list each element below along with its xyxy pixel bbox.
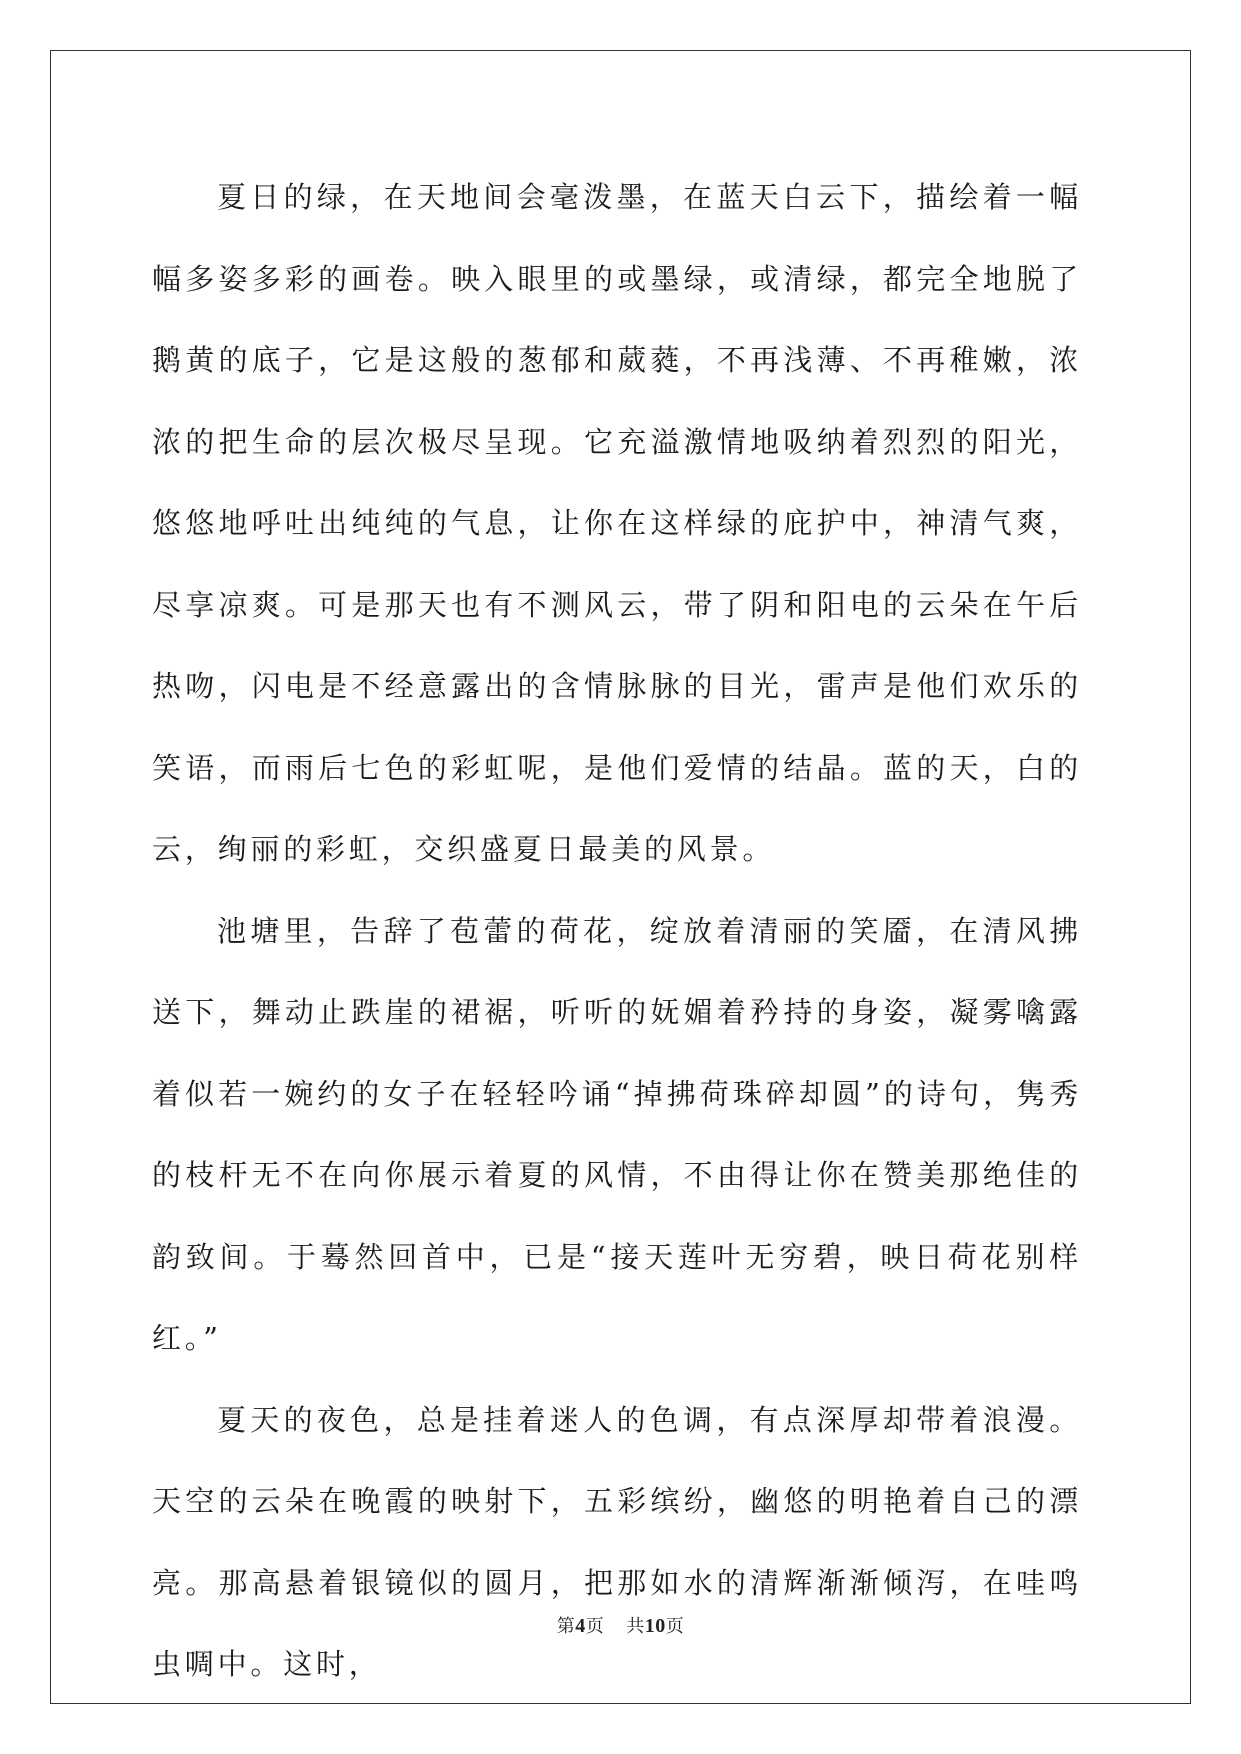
total-suffix: 页 <box>665 1616 685 1637</box>
document-body <box>152 157 1082 1706</box>
paragraph-summer-night: 夏天的夜色，总是挂着迷人的色调，有点深厚却带着浪漫。天空的云朵在晚霞的映射下，五彩缤纷，幽悠的明艳着自己的漂亮。那高悬着银镜似的圆月，把那如水的清辉渐渐倾泻，在哇鸣虫啁中。这时， <box>152 1402 1082 1681</box>
page-mid: 页 <box>585 1616 605 1637</box>
page-total: 10 <box>644 1615 666 1637</box>
paragraph-lotus-pond: 池塘里，告辞了苞蕾的荷花，绽放着清丽的笑靥，在清风拂送下，舞动止跌崖的裙裾，听听的妩媚着矜持的身姿，凝雾噙露着似若一婉约的女子在轻轻吟诵“掉拂荷珠碎却圆”的诗句，隽秀的枝杆无不在向你展示着夏的风情，不由得让你在赞美那绝佳的韵致间。于蓦然回首中，已是“接天莲叶无穷碧，映日荷花别样红。” <box>152 913 1082 1355</box>
page-footer <box>0 1612 1241 1638</box>
paragraph-summer-green: 夏日的绿，在天地间会毫泼墨，在蓝天白云下，描绘着一幅幅多姿多彩的画卷。映入眼里的或墨绿，或清绿，都完全地脱了鹅黄的底子，它是这般的葱郁和葳蕤，不再浅薄、不再稚嫩，浓浓的把生命的层次极尽呈现。它充溢激情地吸纳着烈烈的阳光，悠悠地呼吐出纯纯的气息，让你在这样绿的庇护中，神清气爽，尽享凉爽。可是那天也有不测风云，带了阴和阳电的云朵在午后热吻，闪电是不经意露出的含情脉脉的目光，雷声是他们欢乐的笑语，而雨后七色的彩虹呢，是他们爱情的结晶。蓝的天，白的云，绚丽的彩虹，交织盛夏日最美的风景。 <box>152 180 1082 866</box>
page-current: 4 <box>575 1615 586 1637</box>
total-prefix: 共 <box>626 1616 645 1637</box>
page-prefix: 第 <box>556 1616 576 1637</box>
